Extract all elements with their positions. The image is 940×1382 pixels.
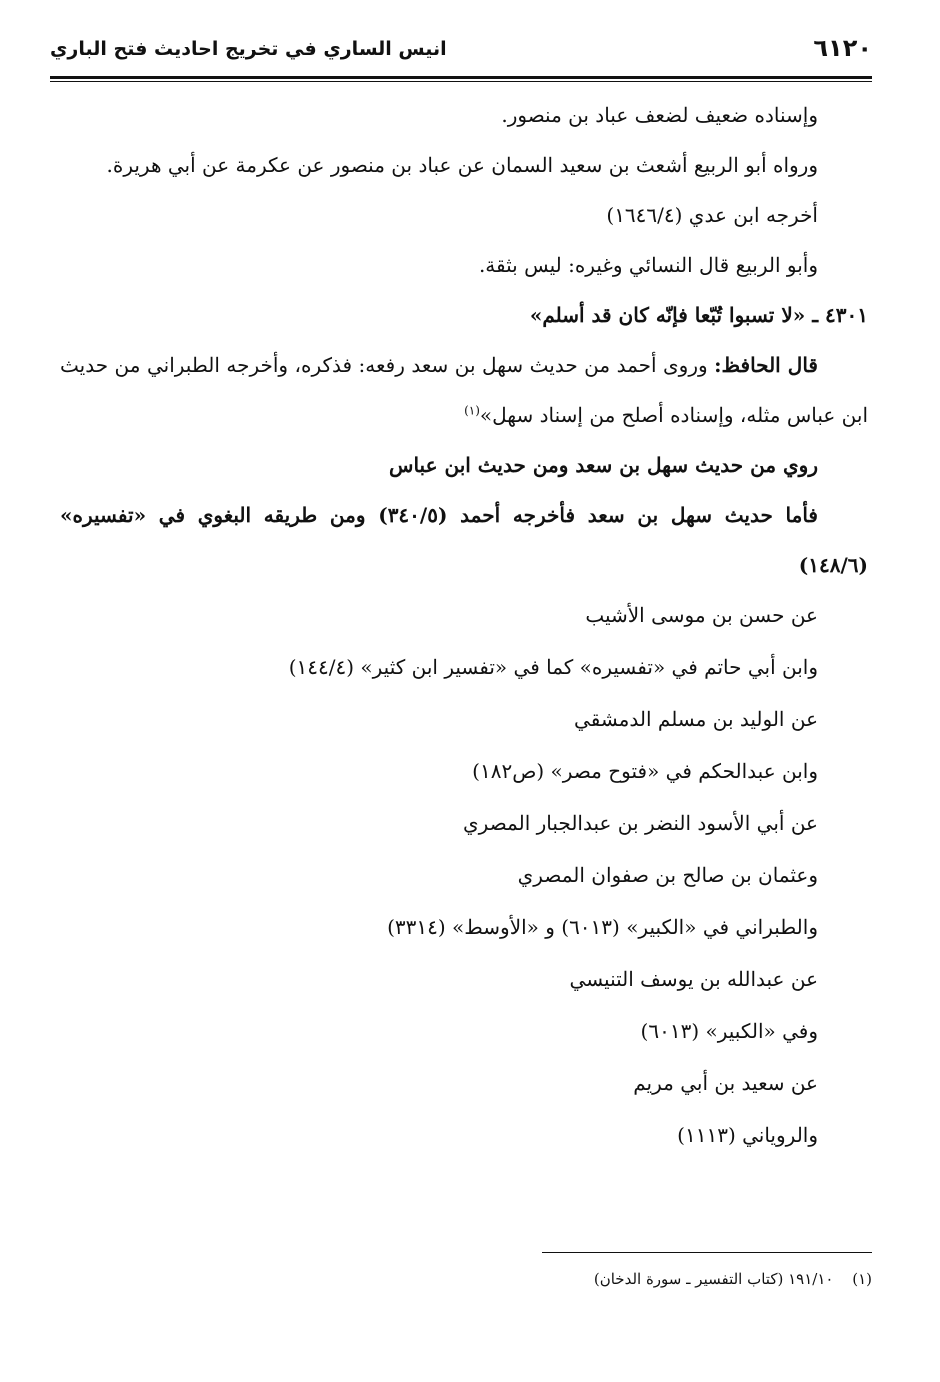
paragraph: وأبو الربيع قال النسائي وغيره: ليس بثقة.	[478, 253, 818, 277]
list-item: وابن أبي حاتم في «تفسيره» كما في «تفسير ابن كثير» (١٤٤/٤)	[288, 655, 818, 679]
paragraph: وإسناده ضعيف لضعف عباد بن منصور.	[501, 103, 818, 127]
footnote	[60, 1264, 872, 1294]
list-item: عن عبدالله بن يوسف التنيسي	[569, 967, 818, 991]
amma-rest: (١٤٨/٦)	[798, 553, 868, 577]
list-item: وعثمان بن صالح بن صفوان المصري	[517, 863, 818, 887]
amma-bold: فأما حديث سهل بن سعد فأخرجه أحمد (٣٤٠/٥) ومن طريقه البغوي في «تفسيره»	[60, 503, 818, 527]
main-text	[60, 90, 868, 1162]
running-title: انيس الساري في تخريج احاديث فتح الباري	[50, 38, 447, 60]
isnad-list	[60, 590, 868, 1160]
hafiz-paragraph	[60, 340, 868, 440]
amma-paragraph	[60, 490, 868, 590]
page-header	[50, 28, 872, 74]
header-rule-thin	[50, 81, 872, 82]
footnote-text: ١٩١/١٠ (كتاب التفسير ـ سورة الدخان)	[593, 1270, 834, 1288]
footnote-reference[interactable]: (١)	[464, 403, 480, 418]
list-item: وفي «الكبير» (٦٠١٣)	[640, 1019, 818, 1043]
paragraph: أخرجه ابن عدي (١٦٤٦/٤)	[606, 203, 818, 227]
paragraph: ورواه أبو الربيع أشعث بن سعيد السمان عن عباد بن منصور عن عكرمة عن أبي هريرة.	[106, 153, 818, 177]
list-item: والطبراني في «الكبير» (٦٠١٣) و «الأوسط» (٣٣١٤)	[387, 915, 818, 939]
hafiz-label: قال الحافظ:	[714, 353, 818, 377]
list-item: عن حسن بن موسى الأشيب	[585, 603, 818, 627]
hafiz-text: وروى أحمد من حديث سهل بن سعد رفعه: فذكره، وأخرجه الطبراني من حديث ابن عباس مثله، وإسناده أصلح من إسناد سهل»	[60, 353, 868, 427]
header-rule	[50, 76, 872, 79]
list-item: وابن عبدالحكم في «فتوح مصر» (ص١٨٢)	[472, 759, 818, 783]
rowi-line: روي من حديث سهل بن سعد ومن حديث ابن عباس	[389, 453, 818, 477]
footnote-marker: (١)	[852, 1270, 872, 1288]
page-number: ٦١٢٠	[813, 34, 872, 62]
list-item: عن الوليد بن مسلم الدمشقي	[574, 707, 818, 731]
list-item: عن أبي الأسود النضر بن عبدالجبار المصري	[463, 811, 818, 835]
footnote-rule	[542, 1252, 872, 1253]
hadith-heading: ٤٣٠١ ـ «لا تسبوا تُبّعا فإنّه كان قد أسلم»	[529, 303, 868, 327]
list-item: والروياني (١١١٣)	[677, 1123, 818, 1147]
list-item: عن سعيد بن أبي مريم	[633, 1071, 818, 1095]
